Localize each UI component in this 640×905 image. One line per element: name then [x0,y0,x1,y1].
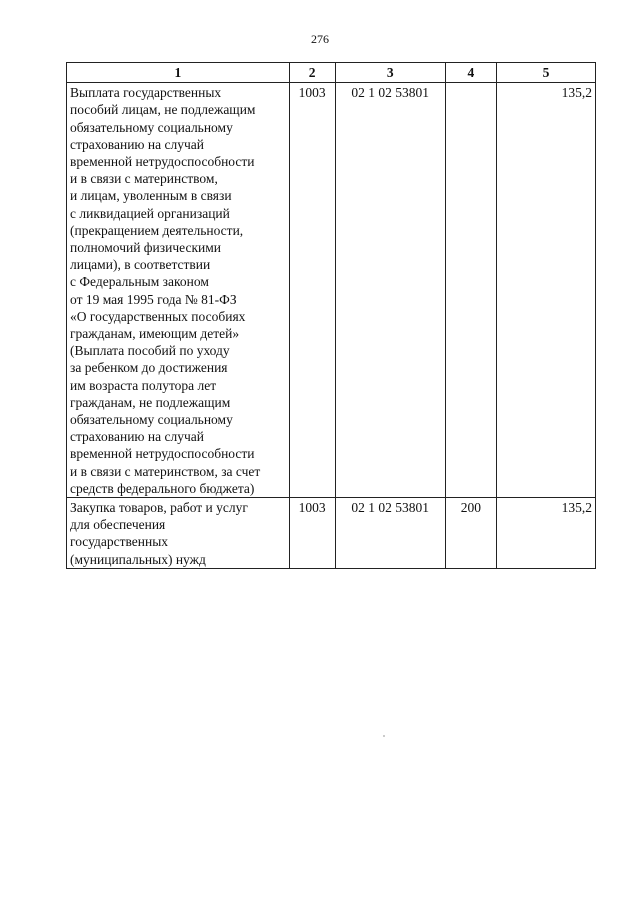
row-1-name-line: пособий лицам, не подлежащим [70,102,256,118]
row-1-name-line: (Выплата пособий по уходу [70,343,230,359]
row-2-amount: 135,2 [496,498,595,569]
row-2-name-cell [67,498,290,569]
row-1-name-line: страхованию на случай [70,136,204,152]
header-col-5: 5 [496,63,595,83]
page-number: 276 [311,32,329,46]
row-2-name-line: Закупка товаров, работ и услуг [70,500,248,516]
row-2-target-article: 02 1 02 53801 [335,498,445,569]
row-1-name-line: с ликвидацией организаций [70,205,230,221]
row-1-name-line: полномочий физическими [70,240,221,256]
row-1-target-article: 02 1 02 53801 [335,83,445,498]
row-1-name-line: и в связи с материнством, [70,171,218,187]
header-col-1: 1 [67,63,290,83]
header-col-3: 3 [335,63,445,83]
row-1-name-line: страхованию на случай [70,429,204,445]
row-1-name-line: за ребенком до достижения [70,360,228,376]
row-1-name-line: Выплата государственных [70,85,222,101]
row-1-name-line: средств федерального бюджета) [70,480,255,496]
row-1-name-line: с Федеральным законом [70,274,209,290]
row-2-section: 1003 [289,498,335,569]
row-2-name-line: государственных [70,534,169,550]
row-1-name-line: и в связи с материнством, за счет [70,463,261,479]
table-row [67,83,596,498]
row-2-expense-type: 200 [445,498,496,569]
row-1-name-line: обязательному социальному [70,412,233,428]
table-row [67,498,596,569]
row-2-name-line: для обеспечения [70,517,166,533]
scan-speck [383,735,385,737]
header-col-2: 2 [289,63,335,83]
row-1-section: 1003 [289,83,335,498]
row-1-name-line: «О государственных пособиях [70,308,246,324]
row-1-name-line: им возраста полутора лет [70,377,217,393]
row-2-name-line: (муниципальных) нужд [70,551,206,567]
table-header-row [67,63,596,83]
row-1-name-line: (прекращением деятельности, [70,222,244,238]
row-1-expense-type [445,83,496,498]
row-1-name-line: лицами), в соответствии [70,257,211,273]
row-1-name-cell [67,83,290,498]
row-1-name-line: временной нетрудоспособности [70,154,255,170]
row-1-name-line: от 19 мая 1995 года № 81-ФЗ [70,291,237,307]
row-1-name-line: и лицам, уволенным в связи [70,188,232,204]
header-col-4: 4 [445,63,496,83]
row-1-name-line: обязательному социальному [70,119,233,135]
row-1-name-line: гражданам, имеющим детей» [70,326,240,342]
row-1-name-line: гражданам, не подлежащим [70,394,231,410]
row-1-name-line: временной нетрудоспособности [70,446,255,462]
budget-table [66,62,596,569]
row-1-amount: 135,2 [496,83,595,498]
